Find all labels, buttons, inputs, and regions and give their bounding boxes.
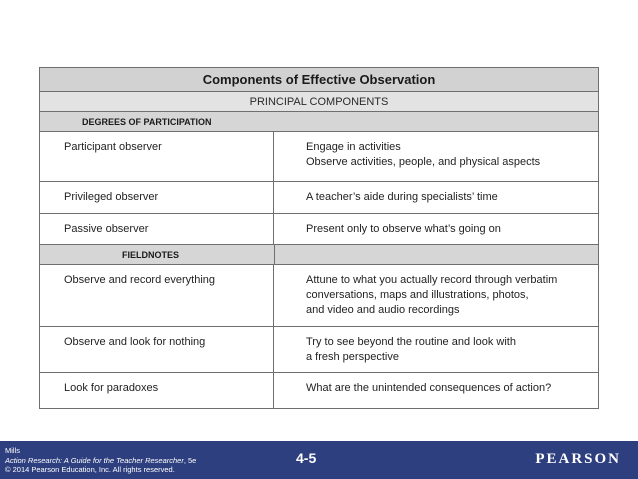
row-description-line: Present only to observe what’s going on [306,223,501,235]
row-label: Observe and look for nothing [64,336,206,348]
book-citation [5,456,196,466]
table-row [40,132,598,182]
row-description-cell [274,132,598,181]
row-description-line: What are the unintended consequences of action? [306,382,552,394]
pearson-logo: PEARSON [535,451,621,467]
row-label-cell [40,265,274,326]
copyright-notice: © 2014 Pearson Education, Inc. All rights reserved. [5,465,175,474]
section-header-fieldnotes [40,245,598,265]
table-row [40,373,598,408]
book-title: Action Research: A Guide for the Teacher Researcher [5,455,184,465]
row-description-line: Engage in activities [306,141,401,153]
row-description-line: conversations, maps and illustrations, photos, [306,289,529,301]
row-description-line: a fresh perspective [306,351,399,363]
row-description-line: Try to see beyond the routine and look with [306,336,516,348]
row-description-cell [274,265,598,326]
section-label: DEGREES OF PARTICIPATION [82,117,212,127]
book-edition: , 5e [183,455,197,465]
citation [5,446,196,475]
row-description-line: Observe activities, people, and physical aspects [306,156,541,168]
table-row [40,265,598,327]
table-row [40,214,598,245]
row-description-line: Attune to what you actually record through verbatim [306,274,558,286]
column-divider [274,245,275,264]
row-label: Passive observer [64,223,149,235]
section-header-participation [40,112,598,132]
row-label: Participant observer [64,141,162,153]
row-label-cell [40,327,274,372]
table-row [40,182,598,214]
row-label-cell [40,214,274,244]
row-description-cell [274,182,598,213]
row-description-cell [274,214,598,244]
principal-components-header: PRINCIPAL COMPONENTS [40,92,598,112]
row-label-cell [40,182,274,213]
table-title: Components of Effective Observation [40,68,598,92]
section-label: FIELDNOTES [122,250,180,260]
row-description-cell [274,373,598,408]
row-description-cell [274,327,598,372]
row-label-cell [40,132,274,181]
row-label: Observe and record everything [64,274,216,286]
row-label-cell [40,373,274,408]
page-number: 4-5 [296,450,317,466]
row-description-line: A teacher’s aide during specialists’ time [306,191,498,203]
author-name: Mills [5,446,20,455]
row-label: Privileged observer [64,191,159,203]
observation-table [39,67,599,409]
row-description-line: and video and audio recordings [306,304,460,316]
footer-bar [0,441,638,479]
row-label: Look for paradoxes [64,382,159,394]
table-row [40,327,598,373]
